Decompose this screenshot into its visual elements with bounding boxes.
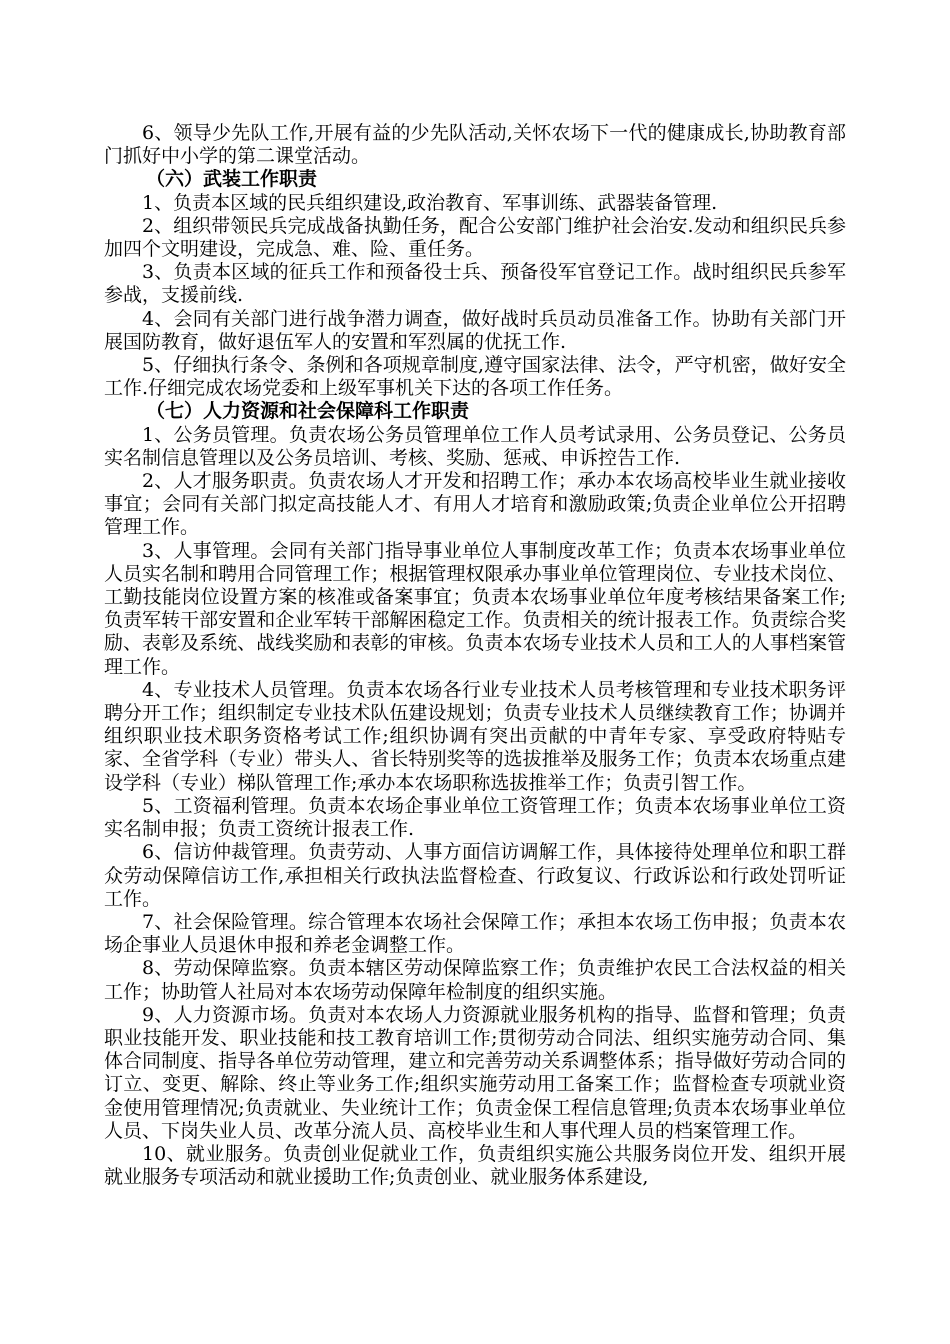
paragraph: 6、信访仲裁管理。负责劳动、人事方面信访调解工作，具体接待处理单位和职工群众劳动保障信访工作,承担相关行政执法监督检查、行政复议、行政诉讼和行政处罚听证工作。 [104,841,846,910]
paragraph: 2、组织带领民兵完成战备执勤任务，配合公安部门维护社会治安.发动和组织民兵参加四个文明建设，完成急、难、险、重任务。 [104,214,846,261]
paragraph: 4、会同有关部门进行战争潜力调查，做好战时兵员动员准备工作。协助有关部门开展国防教育，做好退伍军人的安置和军烈属的优抚工作. [104,307,846,353]
paragraph: 5、仔细执行条令、条例和各项规章制度,遵守国家法律、法令，严守机密，做好安全工作.仔细完成农场党委和上级军事机关下达的各项工作任务。 [104,354,846,400]
document-page [104,122,846,1189]
paragraph: 4、专业技术人员管理。负责本农场各行业专业技术人员考核管理和专业技术职务评聘分开工作；组织制定专业技术队伍建设规划；负责专业技术人员继续教育工作；协调并组织职业技术职务资格考试工作;组织协调有突出贡献的中青年专家、享受政府特贴专家、全省学科（专业）带头人、省长特别奖等的选拔推举及服务工作；负责本农场重点建设学科（专业）梯队管理工作;承办本农场职称选拔推举工作；负责引智工作。 [104,678,846,794]
paragraph: 2、人才服务职责。负责农场人才开发和招聘工作；承办本农场高校毕业生就业接收事宜；会同有关部门拟定高技能人才、有用人才培育和激励政策;负责企业单位公开招聘管理工作。 [104,470,846,539]
paragraph: 10、就业服务。负责创业促就业工作，负责组织实施公共服务岗位开发、组织开展就业服务专项活动和就业援助工作;负责创业、就业服务体系建设, [104,1142,846,1189]
paragraph: 7、社会保险管理。综合管理本农场社会保障工作；承担本农场工伤申报；负责本农场企事业人员退休申报和养老金调整工作。 [104,910,846,957]
paragraph: 3、负责本区域的征兵工作和预备役士兵、预备役军官登记工作。战时组织民兵参军参战，支援前线. [104,261,846,307]
paragraph: 1、负责本区域的民兵组织建设,政治教育、军事训练、武器装备管理. [142,191,718,214]
paragraph: 6、领导少先队工作,开展有益的少先队活动,关怀农场下一代的健康成长,协助教育部门抓好中小学的第二课堂活动。 [104,122,846,168]
section-heading: （六）武装工作职责 [146,168,318,191]
paragraph: 3、人事管理。会同有关部门指导事业单位人事制度改革工作；负责本农场事业单位人员实名制和聘用合同管理工作；根据管理权限承办事业单位管理岗位、专业技术岗位、工勤技能岗位设置方案的核准或备案事宜；负责本农场事业单位年度考核结果备案工作;负责军转干部安置和企业军转干部解困稳定工作。负责相关的统计报表工作。负责综合奖励、表彰及系统、战线奖励和表彰的审核。负责本农场专业技术人员和工人的人事档案管理工作。 [104,539,846,678]
paragraph: 9、人力资源市场。负责对本农场人力资源就业服务机构的指导、监督和管理；负责职业技能开发、职业技能和技工教育培训工作;贯彻劳动合同法、组织实施劳动合同、集体合同制度、指导各单位劳动管理，建立和完善劳动关系调整体系；指导做好劳动合同的订立、变更、解除、终止等业务工作;组织实施劳动用工备案工作；监督检查专项就业资金使用管理情况;负责就业、失业统计工作；负责金保工程信息管理;负责本农场事业单位人员、下岗失业人员、改革分流人员、高校毕业生和人事代理人员的档案管理工作。 [104,1003,846,1142]
paragraph: 1、公务员管理。负责农场公务员管理单位工作人员考试录用、公务员登记、公务员实名制信息管理以及公务员培训、考核、奖励、惩戒、申诉控告工作. [104,423,846,469]
section-heading: （七）人力资源和社会保障科工作职责 [146,400,470,423]
paragraph: 5、工资福利管理。负责本农场企事业单位工资管理工作；负责本农场事业单位工资实名制申报；负责工资统计报表工作. [104,794,846,841]
paragraph: 8、劳动保障监察。负责本辖区劳动保障监察工作；负责维护农民工合法权益的相关工作；协助管人社局对本农场劳动保障年检制度的组织实施。 [104,957,846,1003]
